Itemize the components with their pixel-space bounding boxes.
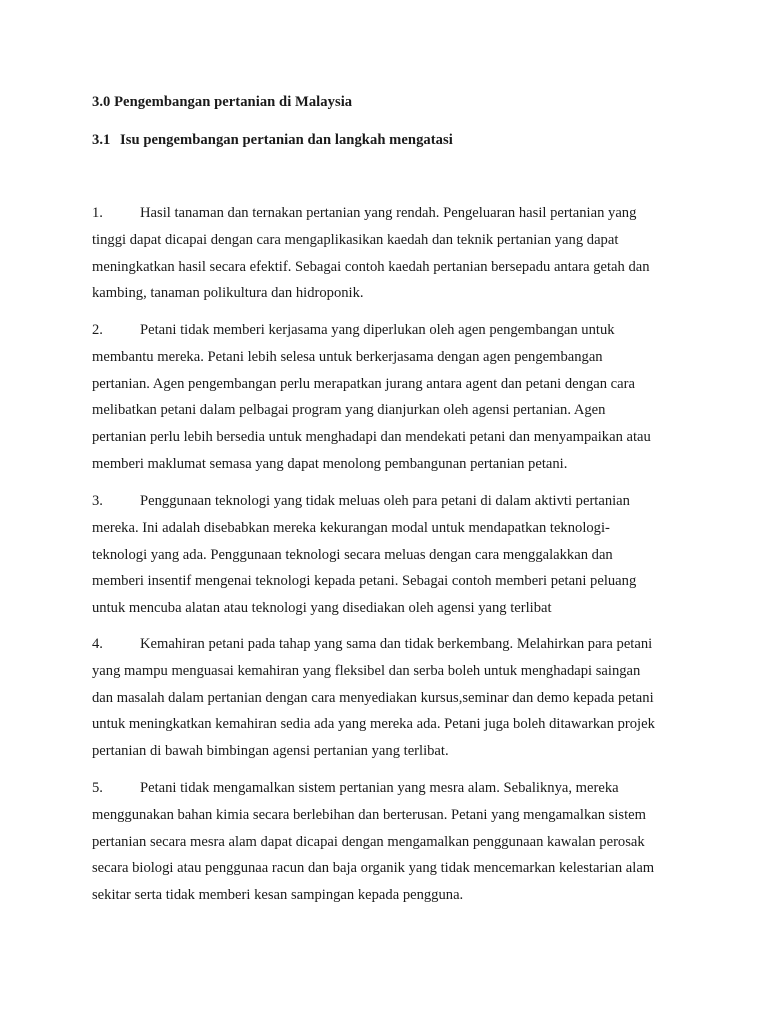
list-item-text: Penggunaan teknologi yang tidak meluas oleh para petani di dalam aktivti pertanian [140,493,630,509]
list-item-number: 5. [92,780,103,796]
list-item-line: pertanian di bawah bimbingan agensi pertanian yang terlibat. [92,743,449,760]
list-item-line: memberi insentif mengenai teknologi kepada petani. Sebagai contoh memberi petani peluang [92,573,637,590]
list-item-text: Petani tidak mengamalkan sistem pertanian yang mesra alam. Sebaliknya, mereka [140,780,619,796]
list-item-text: Petani tidak memberi kerjasama yang diperlukan oleh agen pengembangan untuk [140,322,615,338]
list-item-line: yang mampu menguasai kemahiran yang fleksibel dan serba boleh untuk menghadapi saingan [92,662,641,679]
list-item-line: melibatkan petani dalam pelbagai program yang dianjurkan oleh agensi pertanian. Agen [92,402,606,419]
list-item-line: dan masalah dalam pertanian dengan cara menyediakan kursus,seminar dan demo kepada petani [92,689,654,706]
list-item-line [92,775,692,802]
list-item-line: untuk meningkatkan kemahiran sedia ada yang mereka ada. Petani juga boleh ditawarkan projek [92,716,655,733]
list-item-number: 4. [92,636,103,652]
list-item-number: 2. [92,322,103,338]
list-item-text: Hasil tanaman dan ternakan pertanian yang rendah. Pengeluaran hasil pertanian yang [140,205,637,221]
list-item-line: membantu mereka. Petani lebih selesa untuk berkerjasama dengan agen pengembangan [92,348,603,365]
list-item-line: menggunakan bahan kimia secara berlebihan dan berterusan. Petani yang mengamalkan sistem [92,806,646,823]
list-item-1 [92,200,692,307]
list-item-line [92,488,692,515]
list-item-2 [92,317,692,478]
list-item-line: pertanian. Agen pengembangan perlu merapatkan jurang antara agent dan petani dengan cara [92,375,635,392]
list-item-number: 1. [92,205,103,221]
list-item-line: sekitar serta tidak memberi kesan sampingan kepada pengguna. [92,887,464,904]
list-item-line [92,631,692,658]
list-item-line: pertanian perlu lebih bersedia untuk menghadapi dan mendekati petani dan menyampaikan atau [92,429,651,446]
list-item-line: mereka. Ini adalah disebabkan mereka kekurangan modal untuk mendapatkan teknologi- [92,519,610,536]
list-item-line: meningkatkan hasil secara efektif. Sebagai contoh kaedah pertanian bersepadu antara getah dan [92,258,650,275]
subsection-title: Isu pengembangan pertanian dan langkah mengatasi [120,132,453,148]
list-item-line: untuk mencuba alatan atau teknologi yang disediakan oleh agensi yang terlibat [92,600,552,617]
list-item-number: 3. [92,493,103,509]
subsection-number: 3.1 [92,132,111,148]
list-item-5 [92,775,692,909]
list-item-line [92,317,692,344]
list-item-line: memberi maklumat semasa yang dapat menolong pembangunan pertanian petani. [92,455,568,472]
list-item-line: teknologi yang ada. Penggunaan teknologi secara meluas dengan cara menggalakkan dan [92,546,613,563]
list-item-line: kambing, tanaman polikultura dan hidroponik. [92,285,364,302]
subsection-heading [92,132,453,149]
section-heading [92,94,352,111]
list-item-line: tinggi dapat dicapai dengan cara mengaplikasikan kaedah dan teknik pertanian yang dapat [92,231,619,248]
list-item-line: secara biologi atau penggunaa racun dan baja organik yang tidak mencemarkan kelestarian alam [92,860,655,877]
list-item-line [92,200,692,227]
list-item-4 [92,631,692,765]
section-heading-text: 3.0 Pengembangan pertanian di Malaysia [92,94,353,110]
list-item-text: Kemahiran petani pada tahap yang sama dan tidak berkembang. Melahirkan para petani [140,636,653,652]
list-item-line: pertanian secara mesra alam dapat dicapai dengan mengamalkan penggunaan kawalan perosak [92,833,645,850]
list-item-3 [92,488,692,622]
